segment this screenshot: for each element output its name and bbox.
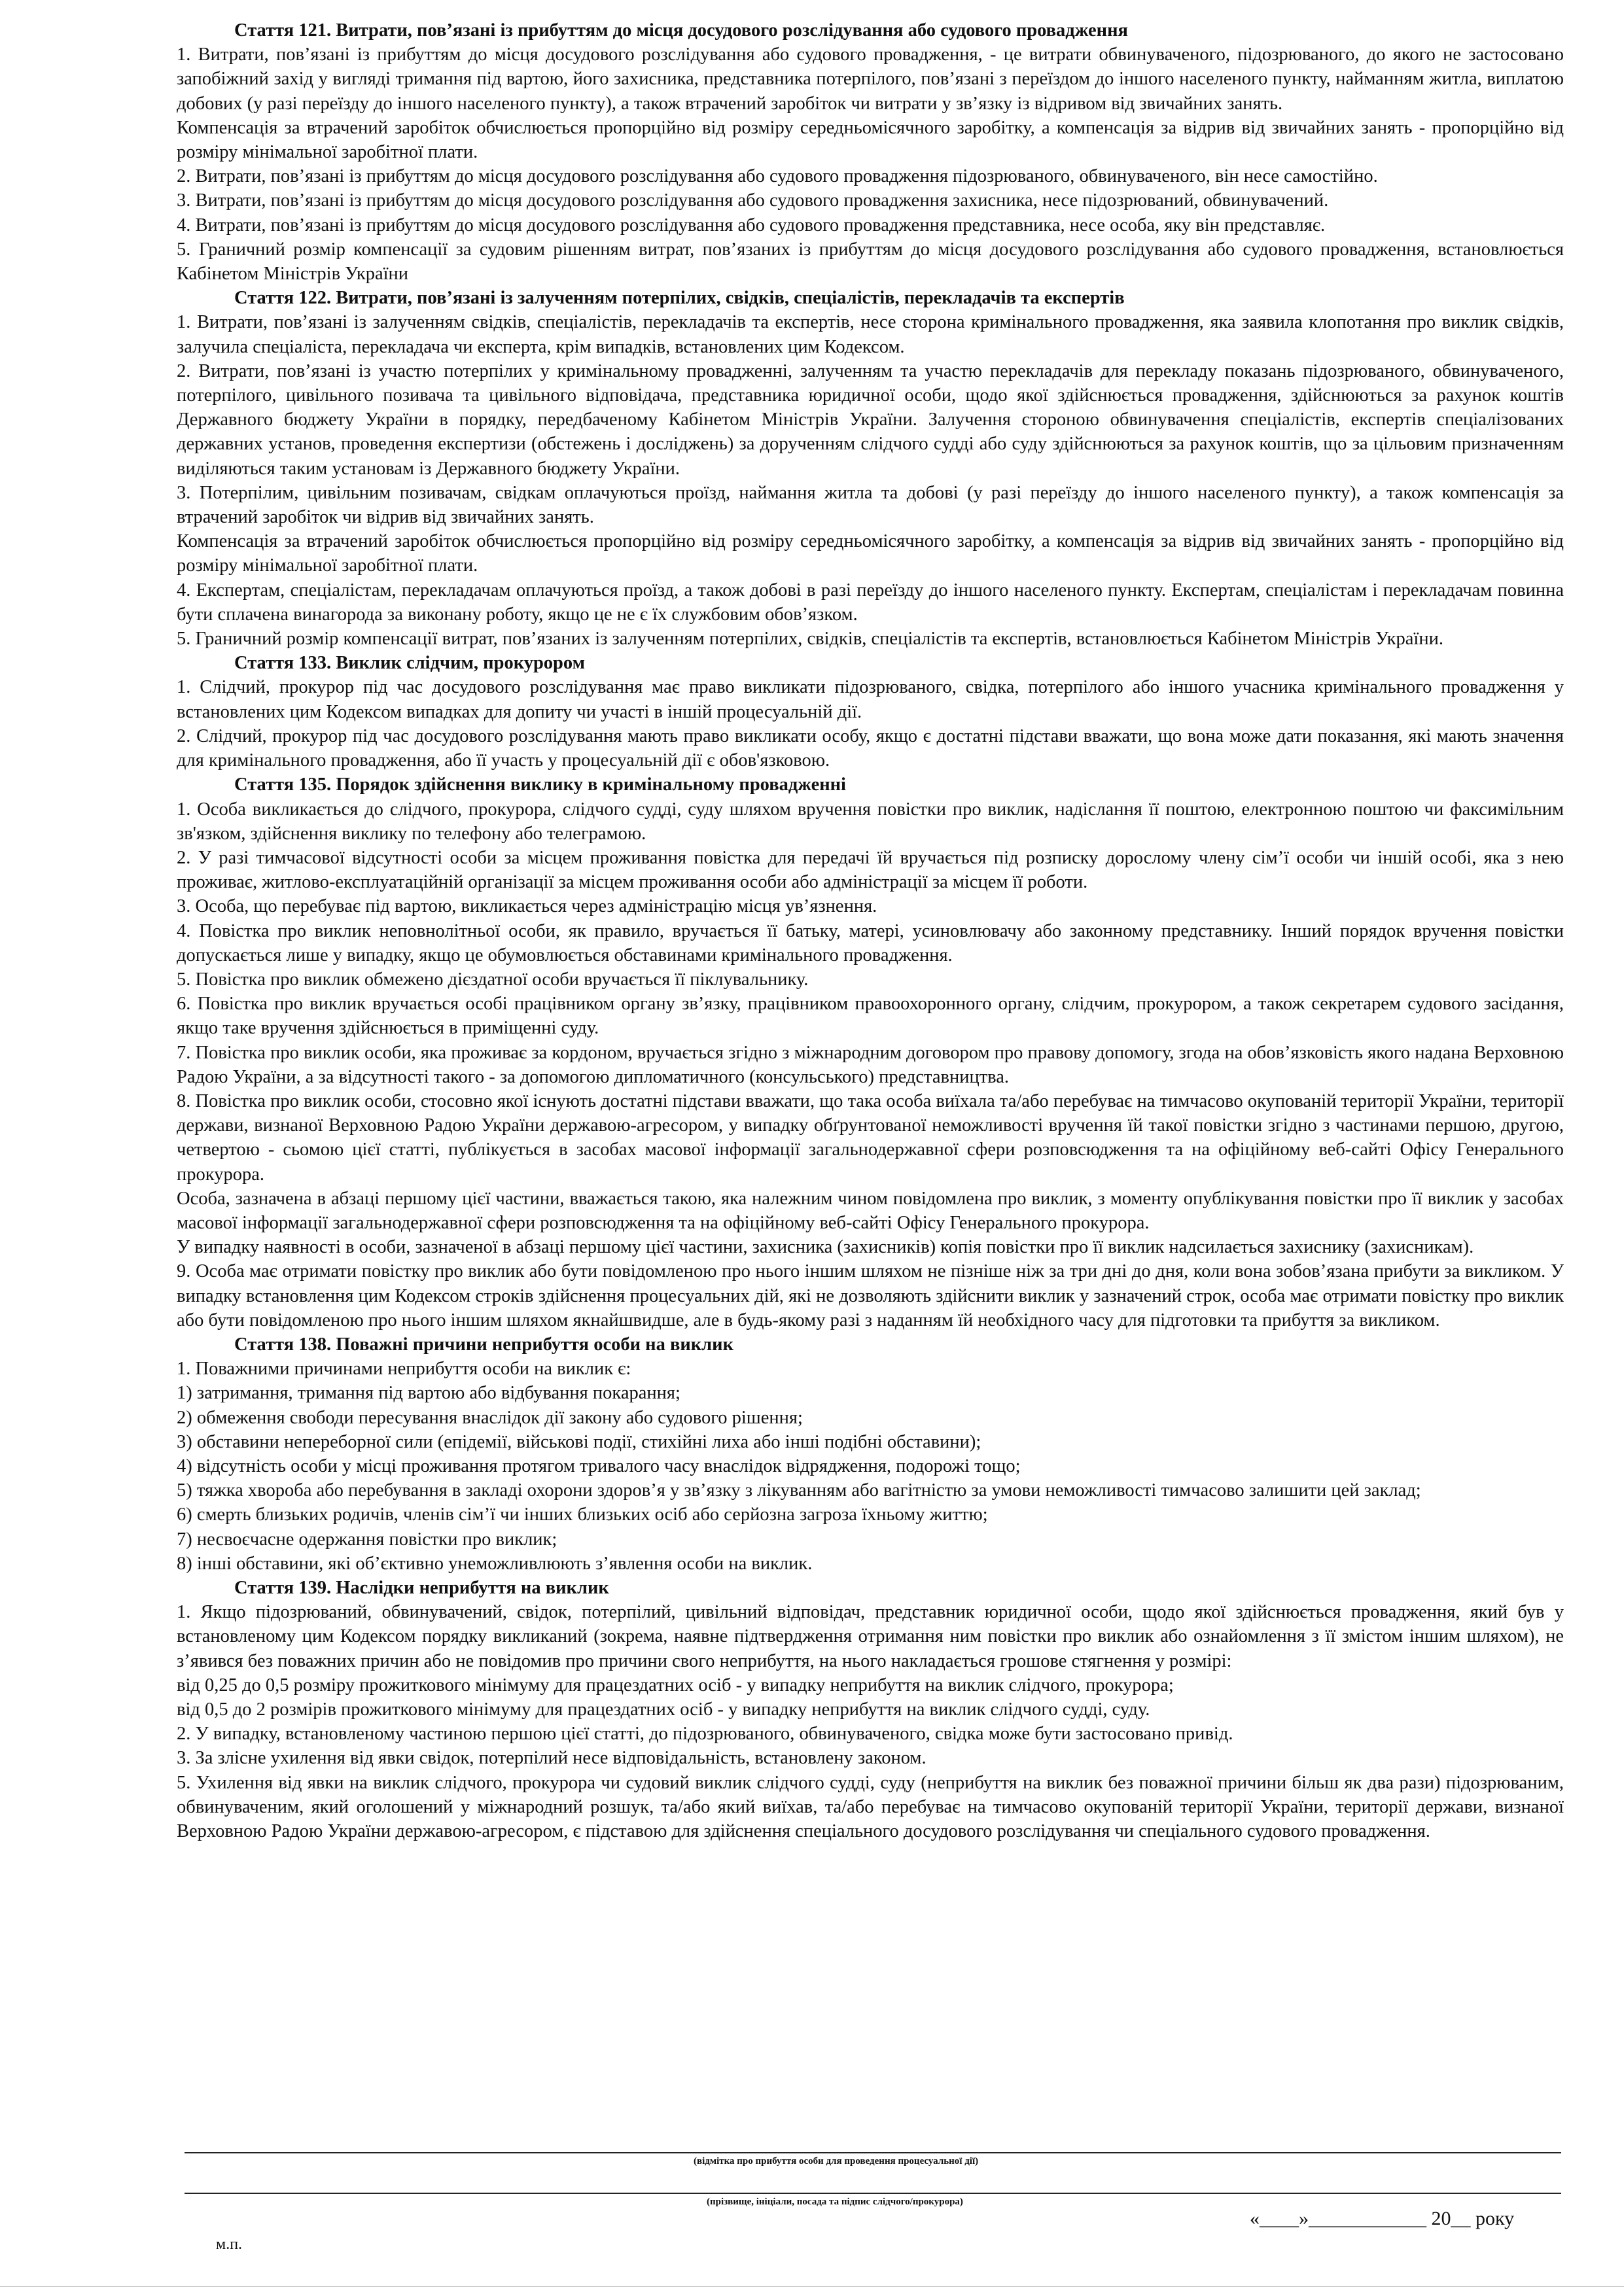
paragraph: 3. За злісне ухилення від явки свідок, потерпілий несе відповідальність, встановлену законом. bbox=[177, 1748, 927, 1769]
paragraph: 5. Граничний розмір компенсації витрат, пов’язаних із залученням потерпілих, свідків, спеціалістів та експертів, встановлюється Кабінетом Міністрів України. bbox=[177, 629, 1443, 650]
paragraph: 6) смерть близьких родичів, членів сім’ї чи інших близьких осіб або серйозна загроза їхньому життю; bbox=[177, 1505, 988, 1525]
signature-line bbox=[185, 2193, 1561, 2194]
paragraph: 1. Якщо підозрюваний, обвинувачений, свідок, потерпілий, цивільний відповідач, представник юридичної особи, щодо якої здійснюється провадження, який був у встановленому цим Кодексом порядку викликаний (зокрема, наявне підтвердження отримання ним повістки про виклик або ознайомлення з її змістом іншим шляхом), не з’явився без поважних причин або не повідомив про причини свого неприбуття, на нього накладається грошове стягнення у розмірі: bbox=[177, 1602, 1564, 1671]
paragraph: 9. Особа має отримати повістку про виклик або бути повідомленою про нього іншим шляхом не пізніше ніж за три дні до дня, коли вона зобов’язана прибути за викликом. У випадку встановлення цим Кодексом строків здійснення процесуальних дій, які не дозволяють здійснити виклик у зазначений строк, особа має отримати повістку про виклик або бути повідомленою про нього іншим шляхом якнайшвидше, але в будь-якому разі з наданням їй необхідного часу для підготовки та прибуття за викликом. bbox=[177, 1261, 1564, 1331]
paragraph: Компенсація за втрачений заробіток обчислюється пропорційно від розміру середньомісячного заробітку, а компенсація за відрив від звичайних занять - пропорційно від розміру мінімальної заробітної плати. bbox=[177, 531, 1564, 576]
article-title: Стаття 135. Порядок здійснення виклику в кримінальному провадженні bbox=[234, 774, 846, 795]
paragraph: 8. Повістка про виклик особи, стосовно якої існують достатні підстави вважати, що така особа виїхала та/або перебуває на тимчасово окупованій території України, території держави, визнаної Верховною Радою України державою-агресором, у випадку обґрунтованої неможливості вручення їй такої повістки згідно з частинами першою, другою, четвертою - сьомою цієї статті, публікується в засобах масової інформації загальнодержавної сфери розповсюдження та на офіційному веб-сайті Офісу Генерального прокурора. bbox=[177, 1090, 1564, 1185]
article-title: Стаття 139. Наслідки неприбуття на виклик bbox=[234, 1578, 609, 1598]
paragraph: 4) відсутність особи у місці проживання протягом тривалого часу внаслідок відрядження, подорожі тощо; bbox=[177, 1455, 1021, 1476]
paragraph: У випадку наявності в особи, зазначеної в абзаці першому цієї частини, захисника (захисників) копія повістки про її виклик надсилається захиснику (захисникам). bbox=[177, 1237, 1474, 1258]
paragraph: 1. Витрати, пов’язані із прибуттям до місця досудового розслідування або судового провадження, - це витрати обвинуваченого, підозрюваного, до якого не застосовано запобіжний захід у вигляді тримання під вартою, його захисника, представника потерпілого, пов’язані з переїздом до іншого населеного пункту, найманням житла, виплатою добових (у разі переїзду до іншого населеного пункту), а також втрачений заробіток чи витрати у зв’язку із відривом від звичайних занять. bbox=[177, 44, 1564, 114]
paragraph: 3. Особа, що перебуває під вартою, викликається через адміністрацію місця ув’язнення. bbox=[177, 896, 877, 917]
page-bottom-rule bbox=[0, 2286, 1624, 2287]
document-body bbox=[177, 18, 1564, 1843]
paragraph: 5. Ухилення від явки на виклик слідчого, прокурора чи судовий виклик слідчого судді, суду (неприбуття на виклик без поважної причини більш як два рази) підозрюваним, обвинуваченим, який оголошений у міжнародний розшук, та/або який виїхав, та/або перебуває на тимчасово окупованій території України, території держави, визнаної Верховною Радою України державою-агресором, є підставою для здійснення спеціального досудового розслідування чи спеціального судового провадження. bbox=[177, 1772, 1564, 1842]
paragraph: Компенсація за втрачений заробіток обчислюється пропорційно від розміру середньомісячного заробітку, а компенсація за відрив від звичайних занять - пропорційно від розміру мінімальної заробітної плати. bbox=[177, 117, 1564, 163]
paragraph: 8) інші обставини, які об’єктивно унеможливлюють з’явлення особи на виклик. bbox=[177, 1553, 813, 1574]
paragraph: 2. У разі тимчасової відсутності особи за місцем проживання повістка для передачі їй вручається під розписку дорослому члену сім’ї особи чи іншій особі, яка з нею проживає, житлово-експлуатаційній організації за місцем проживання особи або адміністрації за місцем її роботи. bbox=[177, 847, 1564, 893]
paragraph: 2. Слідчий, прокурор під час досудового розслідування мають право викликати особу, якщо є достатні підстави вважати, що вона може дати показання, які мають значення для кримінального провадження, або її участь у процесуальній дії є обов'язковою. bbox=[177, 725, 1564, 771]
paragraph: Особа, зазначена в абзаці першому цієї частини, вважається такою, яка належним чином повідомлена про виклик, з моменту опублікування повістки про її виклик у засобах масової інформації загальнодержавної сфери розповсюдження та на офіційному веб-сайті Офісу Генерального прокурора. bbox=[177, 1188, 1564, 1233]
arrival-note-line bbox=[185, 2152, 1561, 2153]
article-title: Стаття 133. Виклик слідчим, прокурором bbox=[234, 653, 586, 674]
article-title: Стаття 138. Поважні причини неприбуття особи на виклик bbox=[234, 1334, 734, 1355]
paragraph: 4. Повістка про виклик неповнолітньої особи, як правило, вручається її батьку, матері, усиновлювачу або законному представнику. Інший порядок вручення повістки допускається лише у випадку, якщо це обумовлюється обставинами кримінального провадження. bbox=[177, 920, 1564, 965]
stamp-label: м.п. bbox=[216, 2236, 243, 2253]
paragraph: 1) затримання, тримання під вартою або відбування покарання; bbox=[177, 1383, 680, 1404]
paragraph: 3. Потерпілим, цивільним позивачам, свідкам оплачуються проїзд, наймання житла та добові (у разі переїзду до іншого населеного пункту), а також компенсація за втрачений заробіток чи відрив від звичайних занять. bbox=[177, 482, 1564, 528]
paragraph: 5. Граничний розмір компенсації за судовим рішенням витрат, пов’язаних із прибуттям до місця досудового розслідування або судового провадження, встановлюється Кабінетом Міністрів України bbox=[177, 239, 1564, 285]
arrival-note-caption: (відмітка про прибуття особи для проведення процесуальної дії) bbox=[694, 2156, 979, 2166]
date-line: «____»____________ 20__ року bbox=[1250, 2208, 1515, 2229]
paragraph: 7. Повістка про виклик особи, яка проживає за кордоном, вручається згідно з міжнародним договором про правову допомогу, згода на обов’язковість якого надана Верховною Радою України, а за відсутності такого - за допомогою дипломатичного (консульського) представництва. bbox=[177, 1042, 1564, 1087]
paragraph: 5. Повістка про виклик обмежено дієздатної особи вручається її піклувальнику. bbox=[177, 969, 809, 990]
paragraph: 4. Витрати, пов’язані із прибуттям до місця досудового розслідування або судового провадження представника, несе особа, яку він представляє. bbox=[177, 215, 1326, 235]
paragraph: 1. Поважними причинами неприбуття особи на виклик є: bbox=[177, 1359, 631, 1380]
paragraph: 2. Витрати, пов’язані із участю потерпілих у кримінальному провадженні, залученням та участю перекладачів для перекладу показань підозрюваного, обвинуваченого, потерпілого, цивільного позивача та цивільного відповідача, представника юридичної особи, щодо якої здійснюється провадження, здійснюються за рахунок коштів Державного бюджету України в порядку, передбаченому Кабінетом Міністрів України. Залучення стороною обвинувачення спеціалістів, експертів спеціалізованих державних установ, проведення експертизи (обстежень і досліджень) за дорученням слідчого судді або суду здійснюються за рахунок коштів, що за цільовим призначенням виділяються таким установам із Державного бюджету України. bbox=[177, 360, 1564, 479]
paragraph: 1. Слідчий, прокурор під час досудового розслідування має право викликати підозрюваного, свідка, потерпілого або іншого учасника кримінального провадження у встановлених цим Кодексом випадках для допиту чи участі в іншій процесуальній дії. bbox=[177, 677, 1564, 722]
paragraph: 1. Особа викликається до слідчого, прокурора, слідчого судді, суду шляхом вручення повістки про виклик, надіслання її поштою, електронною поштою чи факсимільним зв'язком, здійснення виклику по телефону або телеграмою. bbox=[177, 799, 1564, 844]
paragraph: 6. Повістка про виклик вручається особі працівником органу зв’язку, працівником правоохоронного органу, слідчим, прокурором, а також секретарем судового засідання, якщо таке вручення здійснюється в приміщенні суду. bbox=[177, 994, 1564, 1039]
paragraph: від 0,5 до 2 розмірів прожиткового мінімуму для працездатних осіб - у випадку неприбуття на виклик слідчого судді, суду. bbox=[177, 1699, 1150, 1720]
article-title: Стаття 122. Витрати, пов’язані із залученням потерпілих, свідків, спеціалістів, перекладачів та експертів bbox=[234, 288, 1125, 309]
paragraph: 3. Витрати, пов’язані із прибуттям до місця досудового розслідування або судового провадження захисника, несе підозрюваний, обвинувачений. bbox=[177, 190, 1329, 211]
paragraph: 7) несвоєчасне одержання повістки про виклик; bbox=[177, 1529, 557, 1550]
paragraph: 2. Витрати, пов’язані із прибуттям до місця досудового розслідування або судового провадження підозрюваного, обвинуваченого, він несе самостійно. bbox=[177, 166, 1378, 187]
article-title: Стаття 121. Витрати, пов’язані із прибуттям до місця досудового розслідування або судового провадження bbox=[234, 20, 1128, 41]
paragraph: від 0,25 до 0,5 розміру прожиткового мінімуму для працездатних осіб - у випадку неприбуття на виклик слідчого, прокурора; bbox=[177, 1675, 1174, 1696]
paragraph: 4. Експертам, спеціалістам, перекладачам оплачуються проїзд, а також добові в разі переїзду до іншого населеного пункту. Експертам, спеціалістам і перекладачам повинна бути сплачена винагорода за виконану роботу, якщо це не є їх службовим обов’язком. bbox=[177, 580, 1564, 625]
paragraph: 5) тяжка хвороба або перебування в закладі охорони здоров’я у зв’язку з лікуванням або вагітністю за умови неможливості тимчасово залишити цей заклад; bbox=[177, 1480, 1421, 1501]
paragraph: 1. Витрати, пов’язані із залученням свідків, спеціалістів, перекладачів та експертів, несе сторона кримінального провадження, яка заявила клопотання про виклик свідків, залучила спеціаліста, перекладача чи експерта, крім випадків, встановлених цим Кодексом. bbox=[177, 312, 1564, 357]
paragraph: 3) обставини непереборної сили (епідемії, військові події, стихійні лиха або інші подібні обставини); bbox=[177, 1431, 981, 1452]
paragraph: 2) обмеження свободи пересування внаслідок дії закону або судового рішення; bbox=[177, 1407, 803, 1428]
signature-caption: (прізвище, ініціали, посада та підпис слідчого/прокурора) bbox=[707, 2197, 963, 2207]
paragraph: 2. У випадку, встановленому частиною першою цієї статті, до підозрюваного, обвинуваченого, свідка може бути застосовано привід. bbox=[177, 1724, 1233, 1745]
